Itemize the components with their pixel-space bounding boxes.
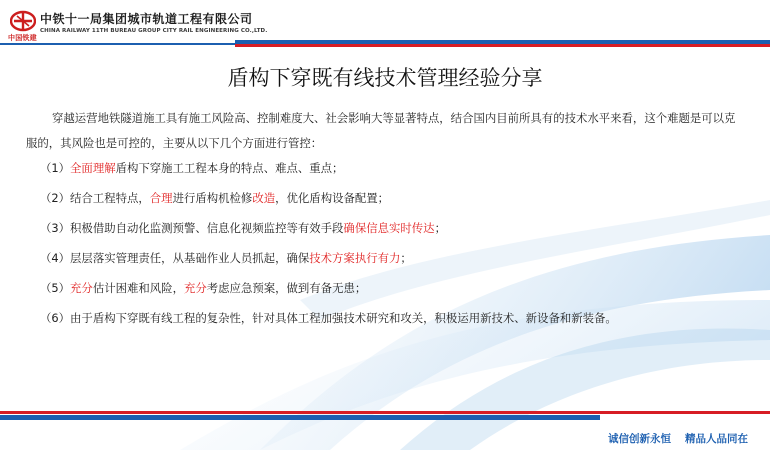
list-item [40, 276, 741, 301]
highlight-text: 全面理解 [70, 161, 116, 175]
list-item-text: 层层落实管理责任，从基础作业人员抓起，确保 [70, 251, 310, 265]
list-item [40, 216, 741, 241]
company-logo-icon [10, 10, 36, 32]
list-item-number: （4） [40, 251, 71, 265]
header-line [0, 43, 235, 45]
highlight-text: 改造 [252, 191, 276, 205]
intro-paragraph: 穿越运营地铁隧道施工具有施工风险高、控制难度大、社会影响大等显著特点，结合国内目前所具有的技术水平来看，这个难题是可以克服的，其风险也是可控的，主要从以下几个方面进行管控： [26, 111, 736, 150]
list-item-text: ； [434, 221, 446, 235]
list-item-text: 估计困难和风险， [92, 281, 184, 295]
slogan-2: 精品人品同在 [685, 433, 748, 445]
highlight-text: 合理 [149, 191, 173, 205]
list-item-text: ； [400, 251, 412, 265]
company-name-cn: 中铁十一局集团城市轨道工程有限公司 [40, 12, 253, 26]
slide-content [26, 106, 741, 336]
slide-title: 盾构下穿既有线技术管理经验分享 [227, 66, 543, 90]
footer-stripe-red [0, 411, 770, 414]
list-item-text: ，优化盾构设备配置； [275, 191, 390, 205]
list-item-text: 积极借助自动化监测预警、信息化视频监控等有效手段 [70, 221, 344, 235]
highlight-text: 确保信息实时传达 [343, 221, 435, 235]
list-item-number: （2） [40, 191, 71, 205]
footer-stripe-blue [0, 415, 600, 420]
item-list [26, 156, 741, 331]
list-item [40, 156, 741, 181]
list-item [40, 306, 741, 331]
list-item-number: （5） [40, 281, 71, 295]
list-item-number: （6） [40, 311, 71, 325]
footer-stripe [0, 411, 770, 423]
list-item-number: （3） [40, 221, 71, 235]
footer-slogan [608, 431, 748, 446]
header-stripe [235, 40, 770, 48]
header-stripe-red [235, 44, 770, 47]
company-name-en: CHINA RAILWAY 11TH BUREAU GROUP CITY RAIL ENGINEERING CO.,LTD. [40, 28, 268, 34]
list-item-text: 由于盾构下穿既有线工程的复杂性，针对具体工程加强技术研究和攻关，积极运用新技术、新设备和新装备。 [70, 311, 617, 325]
list-item [40, 246, 741, 271]
list-item-text: 考虑应急预案，做到有备无患； [206, 281, 367, 295]
highlight-text: 充分 [183, 281, 207, 295]
logo-text: 中国铁建 [8, 34, 37, 42]
list-item [40, 186, 741, 211]
slogan-1: 诚信创新永恒 [608, 433, 671, 445]
list-item-text: 盾构下穿施工工程本身的特点、难点、重点； [115, 161, 344, 175]
list-item-text: 进行盾构机检修 [172, 191, 253, 205]
header [0, 0, 770, 40]
list-item-number: （1） [40, 161, 71, 175]
highlight-text: 充分 [70, 281, 93, 295]
list-item-text: 结合工程特点， [70, 191, 150, 205]
highlight-text: 技术方案执行有力 [309, 251, 401, 265]
